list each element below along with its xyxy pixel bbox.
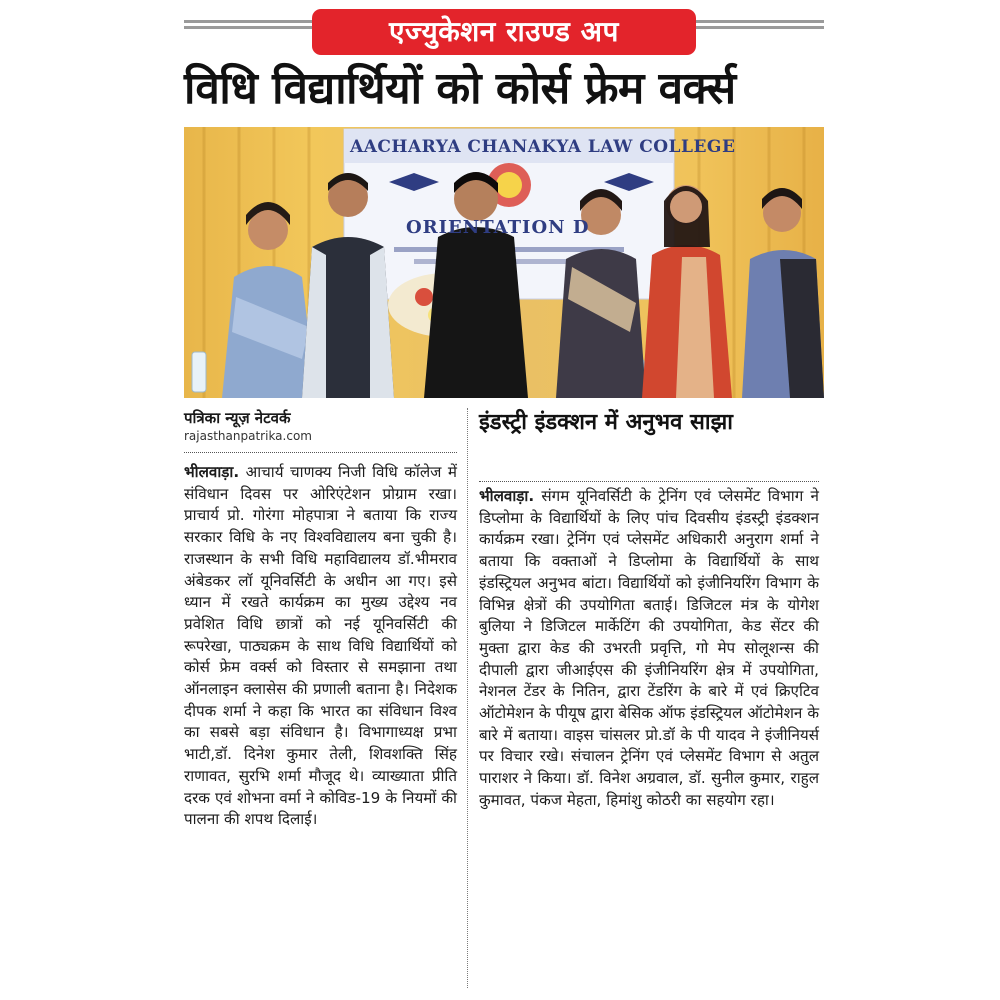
right-article-body: संगम यूनिवर्सिटी के ट्रेनिंग एवं प्लेसमेंट विभाग ने डिप्लोमा के विद्यार्थियों के लिए पांच दिवसीय इंडस्ट्री इंडक्शन कार्यक्रम रखा। ट्रेनिंग एवं प्लेसमेंट अधिकारी अनुराग शर्मा ने बताया कि वक्ताओं ने डिप्लोमा के विद्यार्थियों के साथ इंडस्ट्रियल अनुभव बांटा। विद्यार्थियों को इंजीनियरिंग विभाग के विभिन्न क्षेत्रों की उपयोगिता बताई। डिजिटल मंत्र के योगेश बुलिया ने डिजिटल मार्केटिंग की उपयोगिता, केड सेंटर की मुक्ता द्वारा केड की उभरती प्रवृत्ति, गो मेप सोलूशन्स की दीपाली द्वारा जीआईएस की इंजीनियरिंग क्षेत्र में उपयोगिता, नेशनल टेंडर के नितिन, द्वारा टेंडरिंग के बारे में एवं क्रिएटिव ऑटोमेशन के पीयूष द्वारा बेसिक ऑफ इंडस्ट्रियल ऑटोमेशन के बारे में बताया। वाइस चांसलर प्रो.डॉ के पी यादव ने इंजीनियर्स पर विचार रखे। संचालन ट्रेनिंग एवं प्लेसमेंट विभाग से अतुल पाराशर ने किया। डॉ. विनेश अग्रवाल, डॉ. सुनील कुमार, राहुल कुमावत, पंकज मेहता, हिमांशु कोठरी का सहयोग रहा। <box>479 487 819 809</box>
event-photo <box>184 127 824 398</box>
right-article-headline: इंडस्ट्री इंडक्शन में अनुभव साझा <box>479 410 733 435</box>
byline <box>184 408 454 444</box>
event-banner-text: ORIENTATION D <box>406 217 590 238</box>
headline: विधि विद्यार्थियों को कोर्स फ्रेम वर्क्स <box>184 63 736 114</box>
section-banner: एज्युकेशन राउण्ड अप <box>312 9 696 55</box>
right-article <box>479 486 819 812</box>
subhead-rule <box>479 481 819 482</box>
left-article-body: आचार्य चाणक्य निजी विधि कॉलेज में संविधान दिवस पर ओरिएंटेशन प्रोग्राम रखा। प्राचार्य प्रो. गोरंगा मोहपात्रा ने बताया कि राज्य सरकार विधि के नए विश्वविद्यालय बना चुकी है। राजस्थान के सभी विधि महाविद्यालय डॉ.भीमराव अंबेडकर लॉ यूनिवर्सिटी के अधीन आ गए। इसे ध्यान में रखते कार्यक्रम का मुख्य उद्देश्य नव प्रवेशित विधि छात्रों को नई यूनिवर्सिटी की रूपरेखा, पाठ्यक्रम के साथ विधि विद्यार्थियों को कोर्स फ्रेम वर्क्स को विस्तार से समझाना तथा ऑनलाइन क्लासेस की प्रणाली बताना है। निदेशक दीपक शर्मा ने कहा कि भारत का संविधान विश्व का सबसे बड़ा संविधान है। विभागाध्यक्ष प्रभा भाटी,डॉ. दिनेश कुमार तेली, शिवशक्ति सिंह राणावत, सुरभि शर्मा मौजूद थे। व्याख्याता प्रीति दरक एवं शोभना वर्मा ने कोविड-19 के नियमों की पालना की शपथ दिलाई। <box>184 463 457 829</box>
banner-rule-left <box>184 20 312 32</box>
photo-illustration <box>184 127 824 398</box>
college-banner-text: AACHARYA CHANAKYA LAW COLLEGE <box>350 137 736 157</box>
right-article-dateline: भीलवाड़ा. <box>479 487 535 505</box>
byline-name: पत्रिका न्यूज़ नेटवर्क <box>184 409 291 427</box>
banner-rule-right <box>696 20 824 32</box>
byline-site: rajasthanpatrika.com <box>184 429 312 443</box>
column-divider <box>467 408 468 988</box>
byline-rule <box>184 452 457 453</box>
left-article <box>184 462 457 831</box>
left-article-dateline: भीलवाड़ा. <box>184 463 240 481</box>
